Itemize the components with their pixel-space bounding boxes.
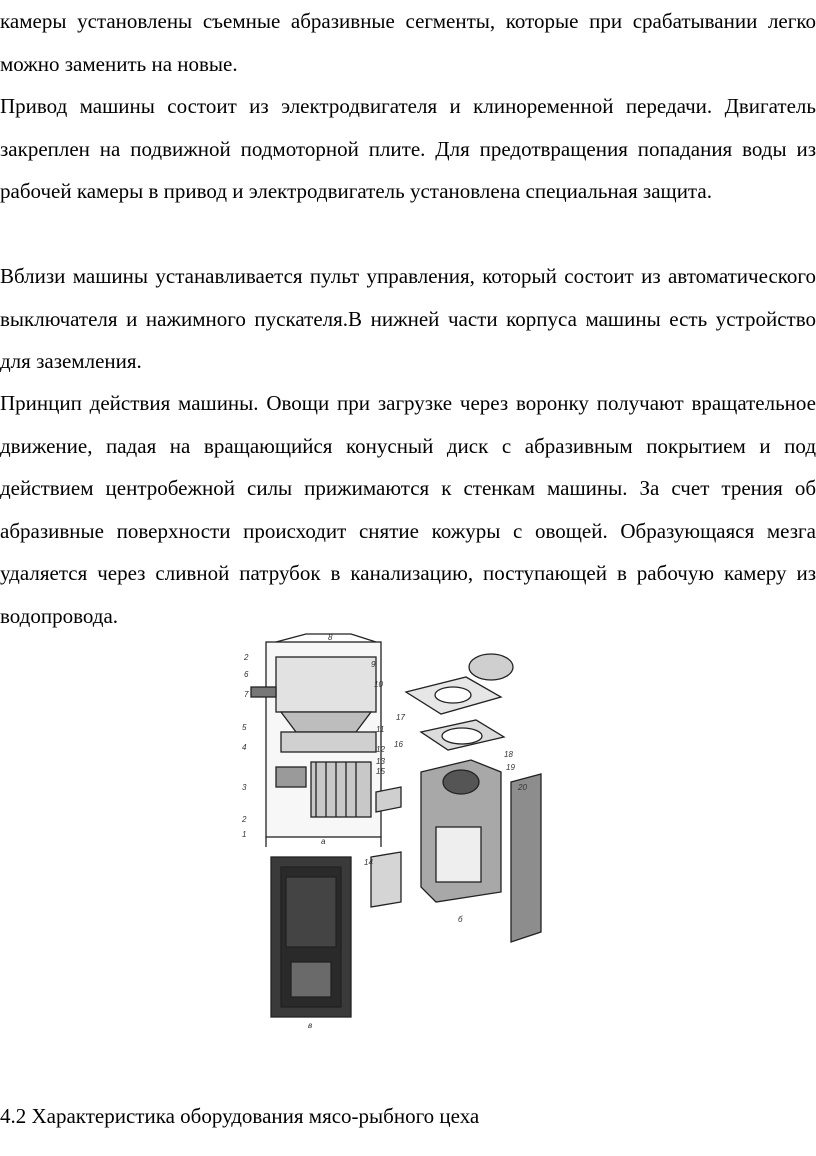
callout-label: 8	[328, 633, 333, 642]
machine-cutaway-drawing	[251, 634, 381, 847]
callout-label: 19	[506, 763, 515, 772]
callout-label: 9	[371, 660, 376, 669]
callout-label: 5	[242, 723, 247, 732]
callout-label: 13	[376, 757, 385, 766]
callout-label: 20	[518, 783, 527, 792]
callout-label: 3	[242, 783, 247, 792]
callout-label: 7	[244, 690, 249, 699]
view-label: б	[458, 915, 463, 924]
callout-label: 14	[364, 858, 373, 867]
section-heading: 4.2 Характеристика оборудования мясо-рыбного цеха	[0, 1104, 480, 1128]
view-label: в	[308, 1021, 313, 1030]
callout-label: 2	[242, 815, 247, 824]
callout-label: 11	[376, 725, 385, 734]
callout-label: 6	[244, 670, 249, 679]
callout-label: 10	[374, 680, 383, 689]
paragraph-4: Принцип действия машины. Овощи при загрузке через воронку получают вращательное движение, падая на вращающийся конусный диск с абразивным покрытием и под действием центробежной силы прижимаются к стенкам машины. За счет трения об абразивные поверхности происходит снятие кожуры с овощей. Образующаяся мезга удаляется через сливной патрубок в канализацию, поступающей в рабочую камеру из водопровода.	[0, 391, 816, 628]
view-label: а	[321, 837, 326, 846]
callout-label: 18	[504, 750, 513, 759]
callout-label: 16	[394, 740, 403, 749]
machine-cabinet-drawing	[271, 857, 351, 1017]
paragraph-1: камеры установлены съемные абразивные сегменты, которые при срабатывании легко можно заменить на новые.	[0, 9, 816, 76]
machine-illustration	[236, 632, 566, 1032]
callout-label: 12	[376, 745, 385, 754]
callout-label: 17	[396, 713, 405, 722]
paragraph-3: Вблизи машины устанавливается пульт управления, который состоит из автоматического выключателя и нажимного пускателя.В нижней части корпуса машины есть устройство для заземления.	[0, 264, 816, 373]
callout-label: 2	[244, 653, 249, 662]
callout-label: 4	[242, 743, 247, 752]
machine-exploded-drawing	[371, 654, 541, 942]
callout-label: 15	[376, 767, 385, 776]
callout-label: 1	[242, 830, 247, 839]
paragraph-2: Привод машины состоит из электродвигателя и клиноременной передачи. Двигатель закреплен на подвижной подмоторной плите. Для предотвращения попадания воды из рабочей камеры в привод и электродвигатель установлена специальная защита.	[0, 94, 816, 203]
